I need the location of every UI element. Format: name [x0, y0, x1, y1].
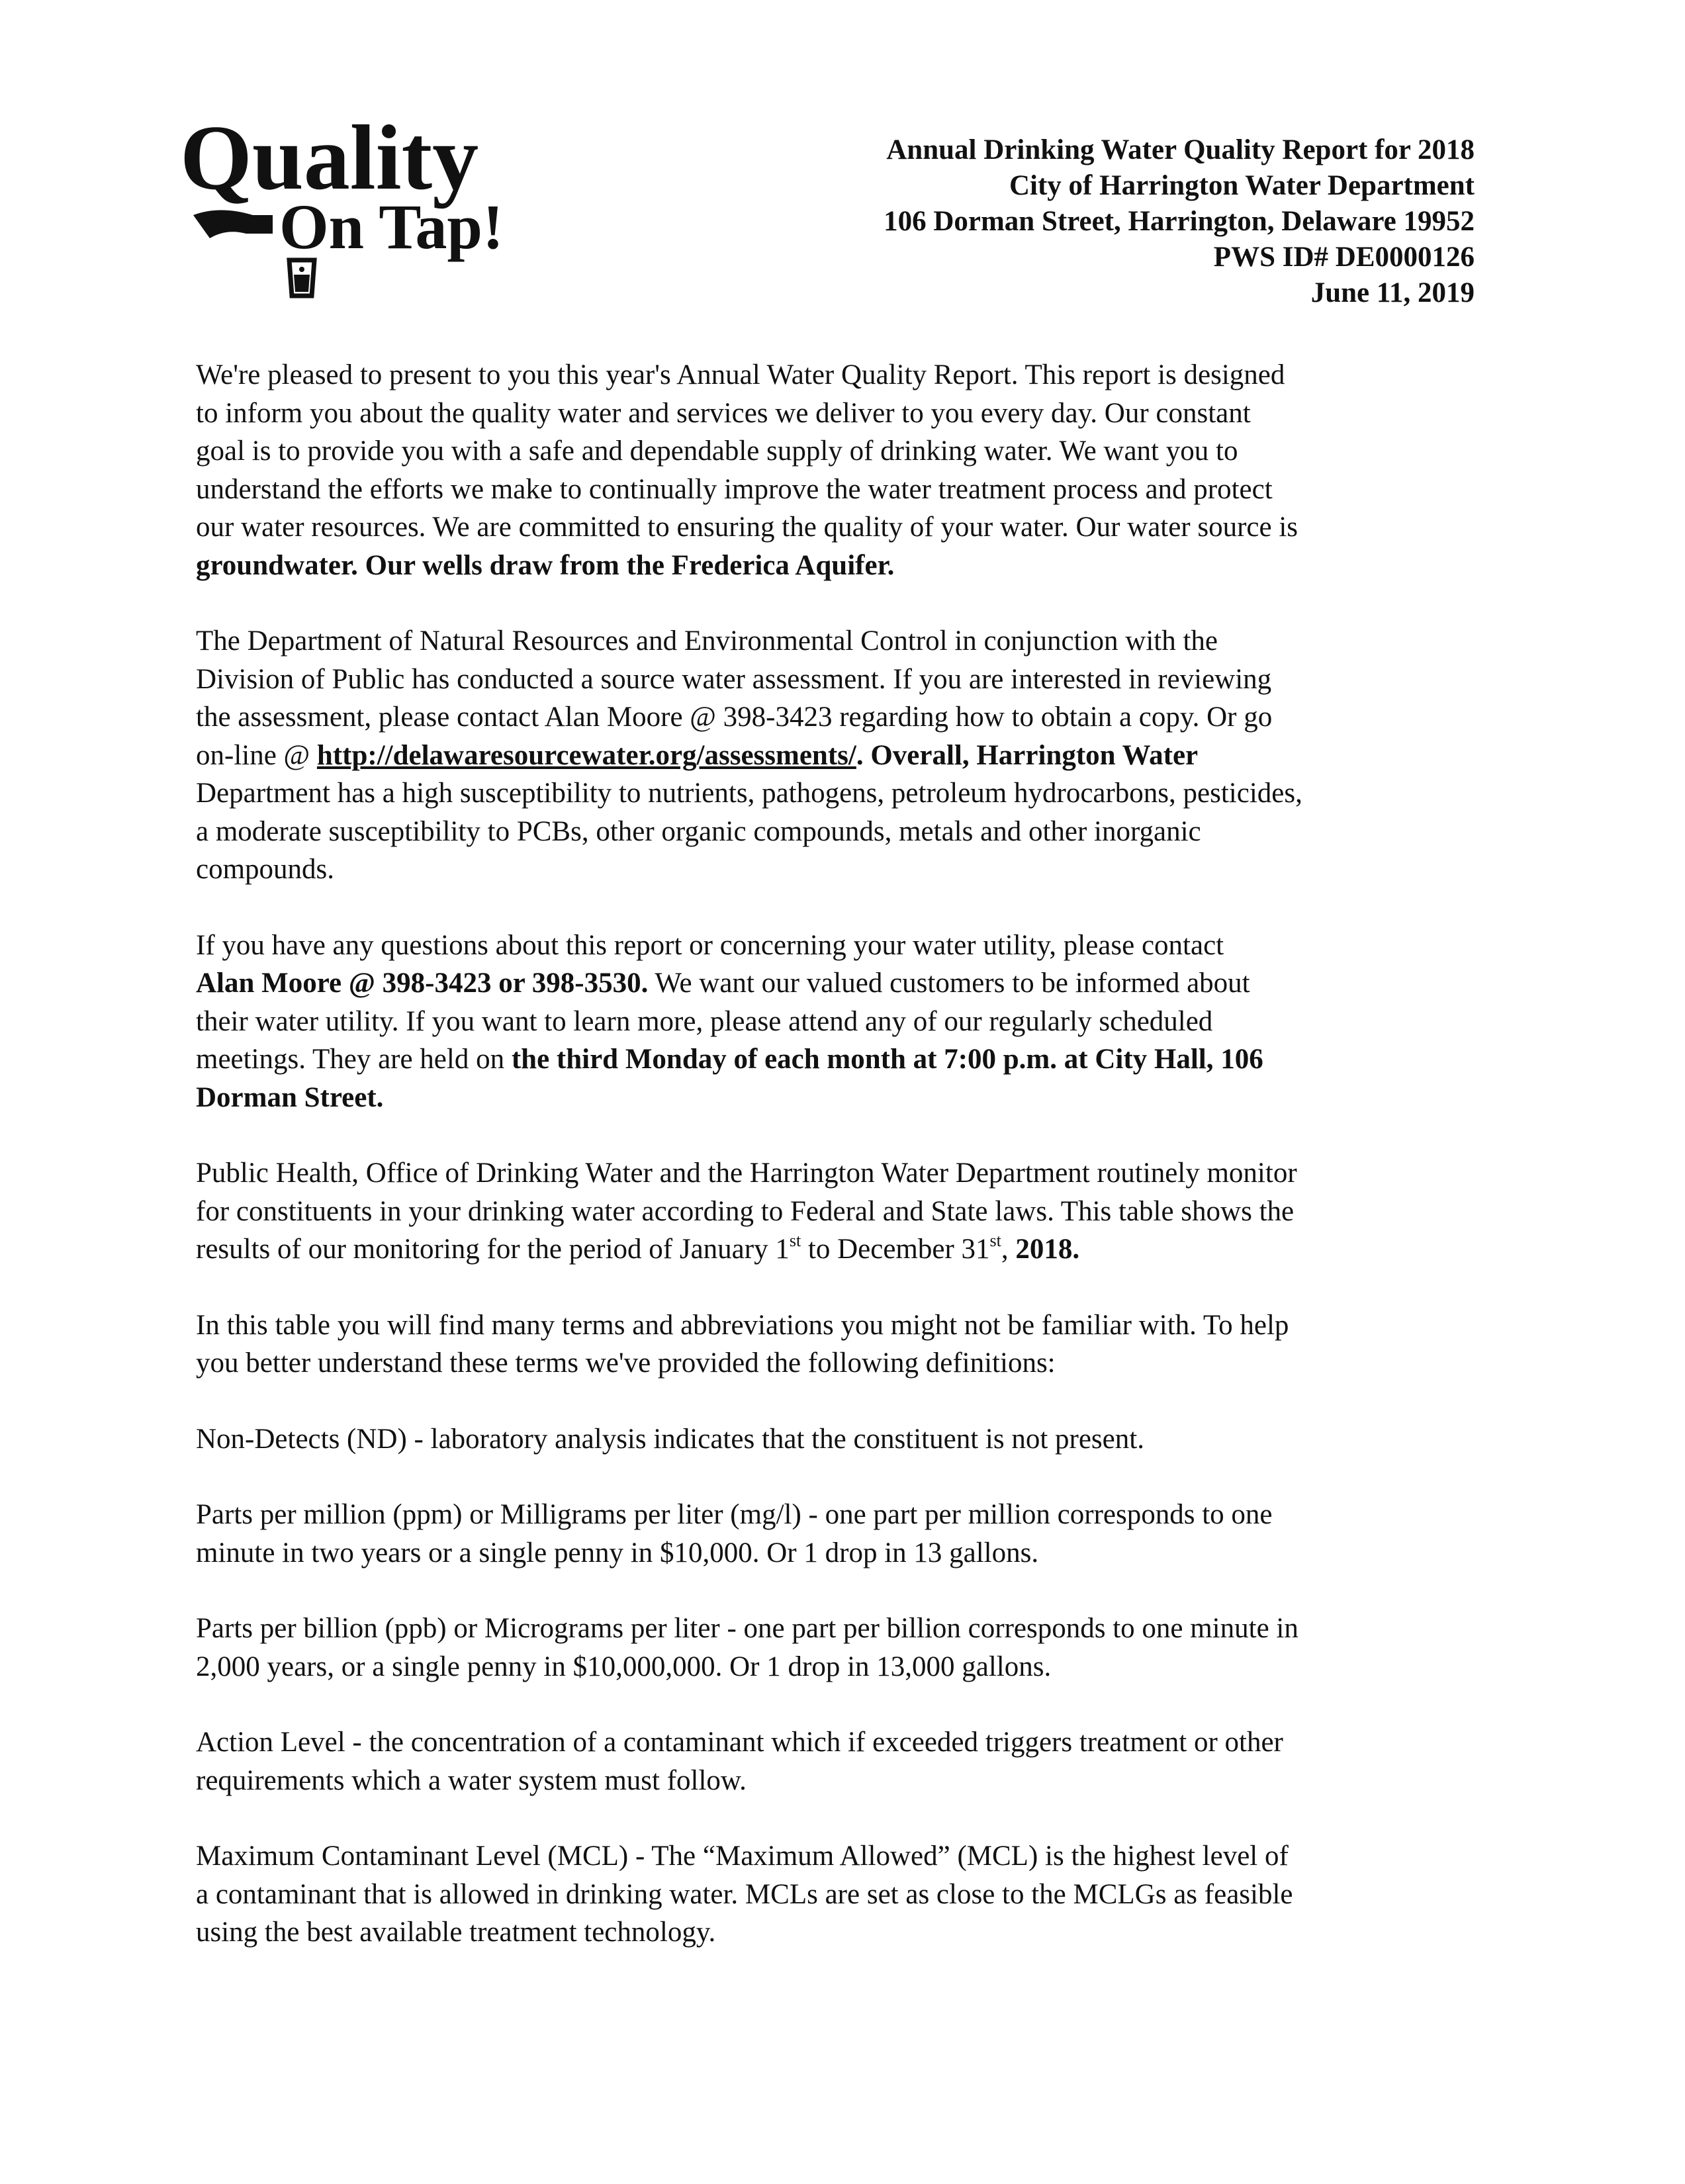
- text-line: for constituents in your drinking water according to Federal and State laws. This table shows the: [196, 1195, 1295, 1227]
- text-line: you better understand these terms we've provided the following definitions:: [196, 1347, 1056, 1379]
- assessment-link[interactable]: http://delawaresourcewater.org/assessments/: [316, 739, 856, 771]
- text-line: The Department of Natural Resources and Environmental Control in conjunction with the: [196, 625, 1218, 657]
- text-line: Action Level - the concentration of a contaminant which if exceeded triggers treatment or other: [196, 1727, 1283, 1758]
- text-line: [196, 737, 1486, 775]
- text-line: goal is to provide you with a safe and dependable supply of drinking water. We want you to: [196, 435, 1238, 467]
- faucet-icon: [193, 210, 273, 239]
- text-line: the assessment, please contact Alan Moore @ 398-3423 regarding how to obtain a copy. Or go: [196, 702, 1273, 733]
- monitoring-year: 2018.: [1015, 1234, 1080, 1265]
- text-line: Public Health, Office of Drinking Water and the Harrington Water Department routinely monitor: [196, 1158, 1297, 1189]
- text-line: [196, 1040, 1486, 1079]
- department-address: 106 Dorman Street, Harrington, Delaware 19952: [884, 206, 1475, 237]
- text-line: understand the efforts we make to continually improve the water treatment process and protect: [196, 473, 1273, 505]
- superscript: st: [789, 1231, 801, 1250]
- definitions-intro-paragraph: [196, 1306, 1486, 1383]
- text-line: [196, 964, 1486, 1003]
- text-line: Department has a high susceptibility to nutrients, pathogens, petroleum hydrocarbons, pesticides,: [196, 778, 1302, 809]
- text-line: compounds.: [196, 854, 335, 885]
- monitoring-paragraph: [196, 1154, 1486, 1269]
- text-line: using the best available treatment technology.: [196, 1917, 716, 1948]
- department-name: City of Harrington Water Department: [1009, 170, 1475, 201]
- text-line: [196, 1230, 1486, 1269]
- text-fragment: results of our monitoring for the period of January 1: [196, 1234, 790, 1265]
- text-line: Parts per billion (ppb) or Micrograms per liter - one part per billion corresponds to one minute in: [196, 1613, 1298, 1644]
- text-line: Parts per million (ppm) or Milligrams per liter (mg/l) - one part per million corresponds to one: [196, 1499, 1273, 1530]
- text-line: Non-Detects (ND) - laboratory analysis indicates that the constituent is not present.: [196, 1423, 1144, 1455]
- text-fragment: ,: [1001, 1234, 1016, 1265]
- report-date: June 11, 2019: [1310, 277, 1475, 308]
- text-fragment: to December 31: [801, 1234, 990, 1265]
- text-line: their water utility. If you want to learn more, please attend any of our regularly scheduled: [196, 1005, 1213, 1037]
- text-line: a contaminant that is allowed in drinking water. MCLs are set as close to the MCLGs as feasible: [196, 1878, 1293, 1910]
- meeting-info: the third Monday of each month at 7:00 p.m. at City Hall, 106: [511, 1044, 1263, 1075]
- definition-action-level: [196, 1723, 1486, 1799]
- definition-ppm: [196, 1496, 1486, 1572]
- text-line: to inform you about the quality water and services we deliver to you every day. Our constant: [196, 397, 1251, 429]
- water-source-statement: groundwater. Our wells draw from the Frederica Aquifer.: [196, 549, 895, 581]
- text-line: minute in two years or a single penny in $10,000. Or 1 drop in 13 gallons.: [196, 1537, 1039, 1569]
- text-line: requirements which a water system must follow.: [196, 1764, 747, 1796]
- source-assessment-paragraph: [196, 622, 1486, 889]
- water-glass-icon: [289, 260, 314, 296]
- logo-quality-text: Quality: [180, 116, 479, 209]
- text-line: a moderate susceptibility to PCBs, other organic compounds, metals and other inorganic: [196, 815, 1201, 847]
- text-line: Division of Public has conducted a source water assessment. If you are interested in reviewing: [196, 663, 1272, 695]
- definition-ppb: [196, 1610, 1486, 1686]
- report-body: [196, 356, 1486, 1989]
- contact-info: Alan Moore @ 398-3423 or 398-3530.: [196, 968, 649, 999]
- text-fragment: . Overall, Harrington Water: [856, 739, 1199, 771]
- text-line: our water resources. We are committed to ensuring the quality of your water. Our water source is: [196, 512, 1298, 543]
- quality-on-tap-logo: [173, 116, 544, 328]
- text-fragment: meetings. They are held on: [196, 1044, 512, 1075]
- text-fragment: We want our valued customers to be informed about: [648, 968, 1250, 999]
- contact-paragraph: [196, 927, 1486, 1117]
- superscript: st: [989, 1231, 1001, 1250]
- text-line: If you have any questions about this report or concerning your water utility, please contact: [196, 929, 1224, 961]
- text-line: 2,000 years, or a single penny in $10,000,000. Or 1 drop in 13,000 gallons.: [196, 1651, 1052, 1682]
- definition-nd: [196, 1420, 1486, 1459]
- text-fragment: on-line @: [196, 739, 317, 771]
- text-line: Maximum Contaminant Level (MCL) - The “Maximum Allowed” (MCL) is the highest level of: [196, 1841, 1289, 1872]
- intro-paragraph: [196, 356, 1486, 584]
- report-title: Annual Drinking Water Quality Report for 2018: [886, 134, 1475, 165]
- text-line: We're pleased to present to you this year's Annual Water Quality Report. This report is designed: [196, 359, 1285, 390]
- report-header: [695, 132, 1475, 311]
- meeting-location: Dorman Street.: [196, 1081, 384, 1113]
- definition-mcl: [196, 1837, 1486, 1952]
- text-line: In this table you will find many terms and abbreviations you might not be familiar with. To help: [196, 1309, 1289, 1341]
- pws-id: PWS ID# DE0000126: [1213, 242, 1475, 273]
- logo-on-tap-text: On Tap!: [279, 191, 504, 262]
